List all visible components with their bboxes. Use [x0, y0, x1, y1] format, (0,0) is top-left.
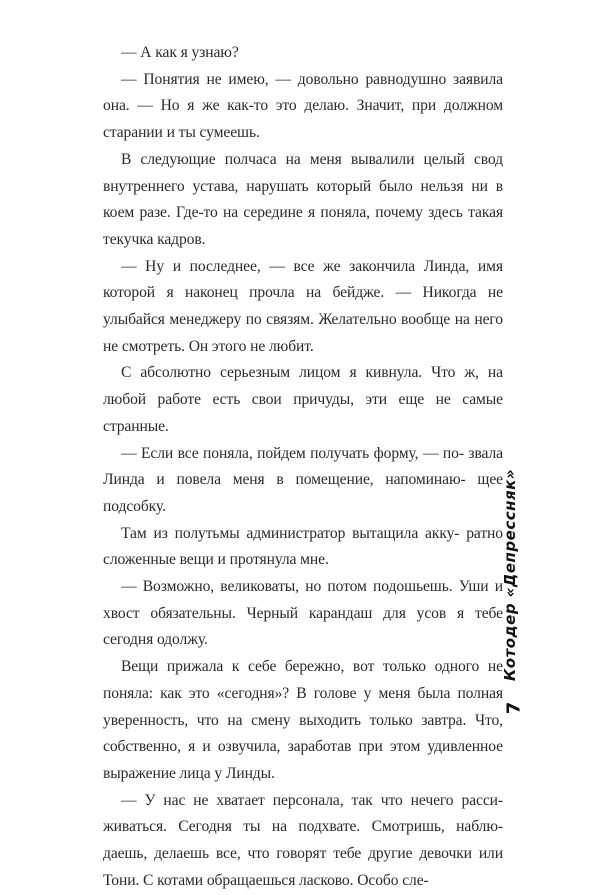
text-line: должном старании и ты сумеешь. — [103, 97, 503, 142]
text-line: живаться. Сегодня ты на подхвате. Смотришь, наблю- — [103, 818, 503, 836]
text-line: ни в коем разе. Где-то на середине я поняла, почему — [103, 177, 503, 222]
text-line: странные. — [103, 417, 169, 435]
page-number-text: 7 — [503, 701, 525, 715]
text-line: здесь такая текучка кадров. — [103, 204, 503, 248]
paragraph — [103, 441, 503, 521]
paragraph — [103, 67, 503, 147]
text-line: не поняла: как это «сегодня»? В голове у меня была — [103, 658, 503, 702]
text-line: звала Линда и повела меня в помещение, напоминаю- — [103, 444, 503, 489]
text-line: Уши и хвост обязательны. Черный карандаш для усов — [103, 578, 503, 622]
text-line: — Понятия не имею, — довольно равнодушно — [121, 70, 447, 88]
text-line: даешь, делаешь все, что говорят тебе другие девочки — [103, 845, 472, 863]
text-line: В следующие полчаса на меня вывалили целый свод — [121, 150, 503, 168]
text-line: на него не смотреть. Он этого не любит. — [103, 311, 503, 355]
text-line: этом удивленное выражение лица у Линды. — [103, 738, 503, 782]
running-title — [497, 470, 523, 680]
text-line: С абсолютно серьезным лицом я кивнула. Что ж, на — [121, 364, 503, 382]
text-line: щее подсобку. — [103, 471, 503, 515]
text-line: заявила она. — Но я же как-то это делаю. Значит, при — [103, 70, 503, 115]
paragraph — [103, 574, 503, 654]
text-line: ратно сложенные вещи и протянула мне. — [103, 524, 503, 569]
text-line: завтра. Что, собственно, я и озвучила, заработав при — [103, 711, 503, 756]
text-line: — У нас не хватает персонала, так что нечего расси- — [121, 791, 503, 809]
text-line: внутреннего устава, нарушать который было нельзя — [103, 177, 464, 195]
text-line: полная уверенность, что на смену выходить только — [103, 684, 503, 729]
page-text-block — [103, 40, 503, 895]
page-number — [504, 697, 524, 719]
text-line: Вещи прижала к себе бережно, вот только одного — [121, 658, 480, 676]
paragraph — [103, 360, 503, 440]
text-line: — А как я узнаю? — [121, 44, 239, 61]
text-line: — Возможно, великоваты, но потом подошьешь. — [121, 578, 453, 596]
paragraph — [103, 40, 503, 67]
paragraph — [103, 521, 503, 574]
paragraph — [103, 788, 503, 895]
text-line: любой работе есть свои причуды, эти еще не самые — [103, 391, 503, 409]
paragraph — [103, 254, 503, 361]
text-line: я тебе сегодня одолжу. — [103, 604, 503, 649]
paragraph — [103, 654, 503, 788]
text-line: — Ну и последнее, — все же закончила Линда, имя — [121, 257, 503, 275]
paragraph — [103, 147, 503, 254]
text-line: Там из полутьмы администратор вытащила акку- — [121, 524, 460, 542]
text-line: или Тони. С котами обращаешься ласково. Особо сле- — [103, 845, 503, 889]
text-line: которой я наконец прочла на бейдже. — Никогда не — [103, 284, 503, 302]
text-line: улыбайся менеджеру по связям. Желательно вообще — [103, 311, 451, 329]
text-line: — Если все поняла, пойдем получать форму, — по- — [121, 444, 464, 462]
running-title-text: Котодер «Депрессняк» — [501, 468, 519, 682]
